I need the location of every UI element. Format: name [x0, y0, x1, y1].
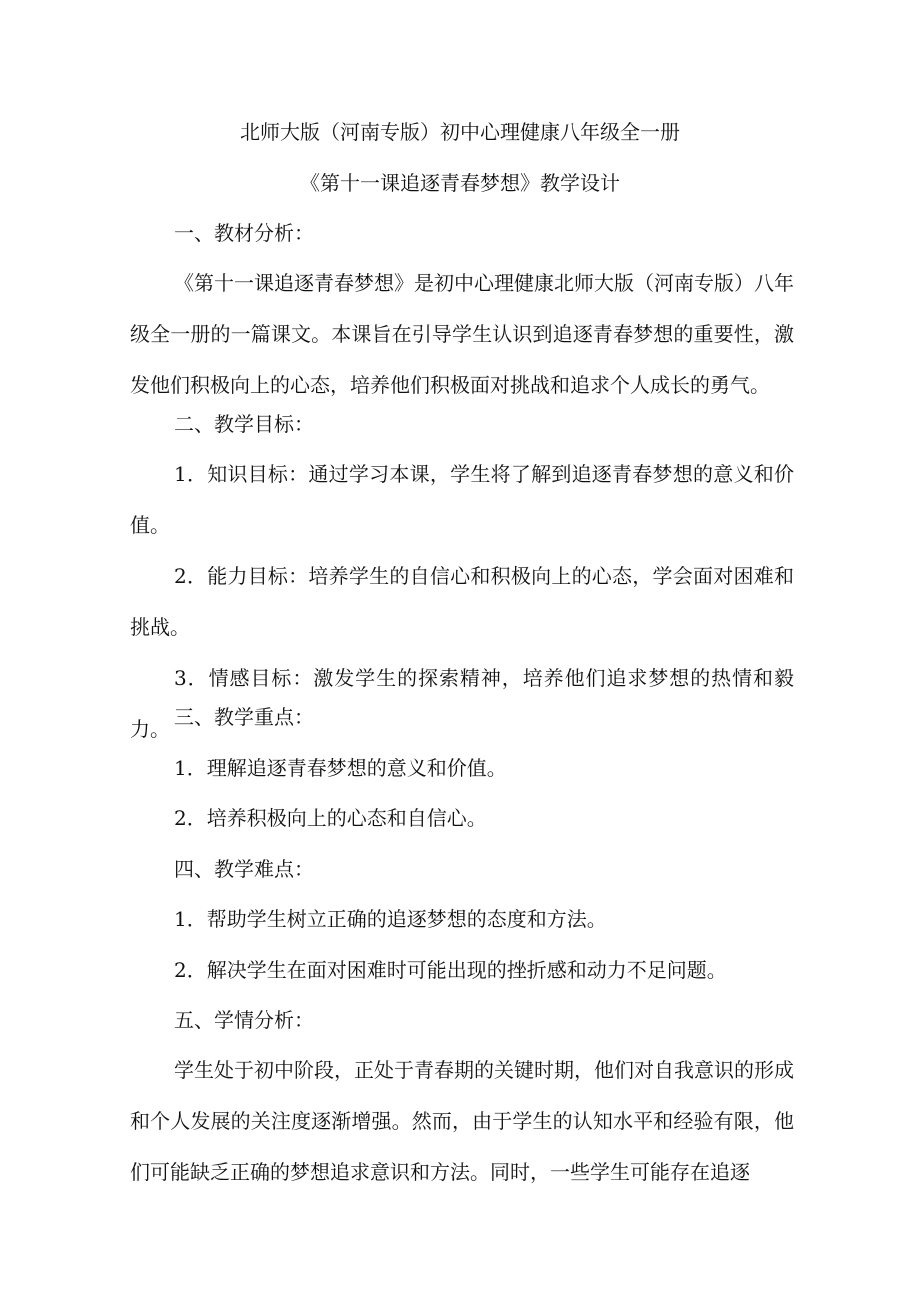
document-title: 北师大版（河南专版）初中心理健康八年级全一册 — [240, 120, 680, 144]
student-analysis-paragraph: 学生处于初中阶段，正处于青春期的关键时期，他们对自我意识的形成和个人发展的关注度逐渐增强。然而，由于学生的认知水平和经验有限，他们可能缺乏正确的梦想追求意识和方法。同时，一些学生可能存在追逐 — [130, 1058, 794, 1184]
textbook-analysis-paragraph: 《第十一课追逐青春梦想》是初中心理健康北师大版（河南专版）八年级全一册的一篇课文。本课旨在引导学生认识到追逐青春梦想的重要性，激发他们积极向上的心态，培养他们积极面对挑战和追求个人成长的勇气。 — [130, 271, 794, 397]
section-heading-difficulties: 四、教学难点： — [174, 857, 314, 881]
key-point-item-2: 2．培养积极向上的心态和自信心。 — [174, 806, 487, 830]
section-heading-key-points: 三、教学重点： — [174, 705, 314, 729]
section-heading-student-analysis: 五、学情分析： — [174, 1008, 314, 1032]
key-point-item-1: 1．理解追逐青春梦想的意义和价值。 — [174, 756, 507, 780]
section-heading-teaching-goals: 二、教学目标： — [174, 412, 314, 436]
goal-item-ability: 2．能力目标：培养学生的自信心和积极向上的心态，学会面对困难和挑战。 — [130, 564, 794, 639]
goal-item-knowledge: 1．知识目标：通过学习本课，学生将了解到追逐青春梦想的意义和价值。 — [130, 462, 794, 537]
goal-item-emotion: 3．情感目标：激发学生的探索精神，培养他们追求梦想的热情和毅力。 — [130, 666, 794, 741]
difficulty-item-1: 1．帮助学生树立正确的追逐梦想的态度和方法。 — [174, 907, 607, 931]
difficulty-item-2: 2．解决学生在面对困难时可能出现的挫折感和动力不足问题。 — [174, 958, 727, 982]
section-heading-textbook-analysis: 一、教材分析： — [174, 221, 314, 245]
document-subtitle: 《第十一课追逐青春梦想》教学设计 — [300, 171, 620, 195]
